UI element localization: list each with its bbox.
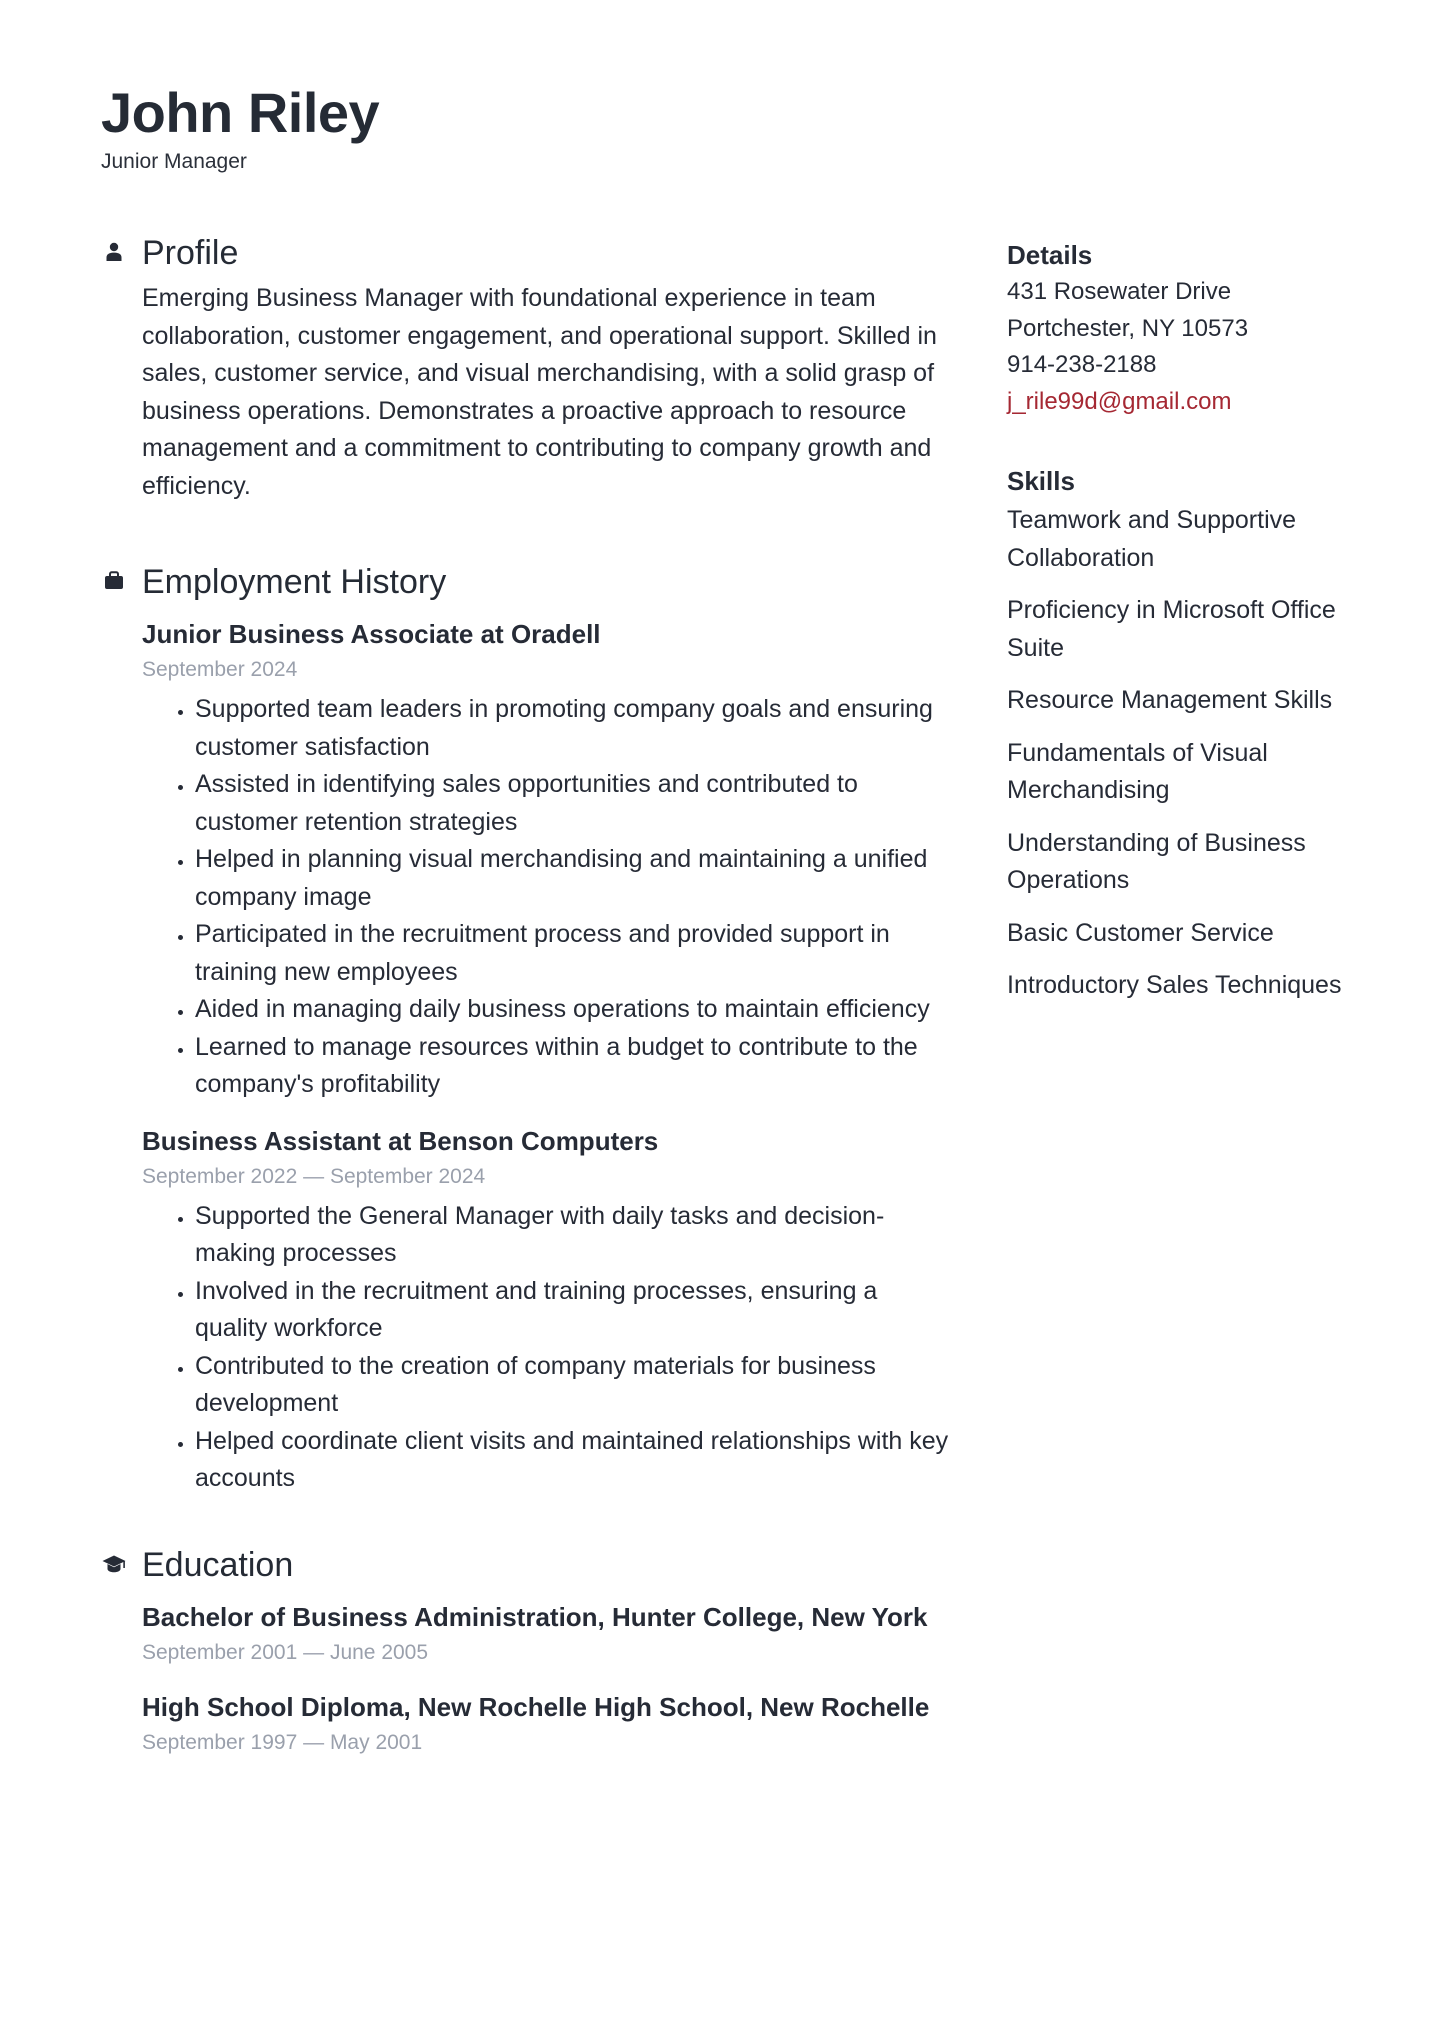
sidebar bbox=[1007, 236, 1387, 1020]
address-line-2: Portchester, NY 10573 bbox=[1007, 314, 1249, 342]
skill-item: Introductory Sales Techniques bbox=[1007, 971, 1342, 999]
job-bullet: • Assisted in identifying sales opportunities and contributed to customer retention strategies bbox=[195, 766, 956, 841]
profile-summary: Emerging Business Manager with foundational experience in team collaboration, customer engagement, and operational support. Skilled in sales, customer service, and visual merchandising, with a solid grasp of business operations. Demonstrates a proactive approach to resource management and a commitment to contributing to company growth and efficiency. bbox=[142, 284, 937, 500]
job-title: Junior Business Associate at Oradell bbox=[142, 619, 601, 649]
education-section bbox=[101, 1542, 956, 1758]
job-bullet: • Supported the General Manager with daily tasks and decision-making processes bbox=[195, 1198, 956, 1273]
graduation-cap-icon bbox=[101, 1551, 127, 1577]
job-dates: September 2022 — September 2024 bbox=[142, 1164, 486, 1188]
email-link[interactable]: j_rile99d@gmail.com bbox=[1007, 387, 1232, 415]
skill-item: Teamwork and Supportive Collaboration bbox=[1007, 506, 1297, 572]
profile-heading: Profile bbox=[142, 234, 239, 272]
job-entry bbox=[142, 615, 956, 1104]
job-bullet: • Learned to manage resources within a budget to contribute to the company's profitability bbox=[195, 1029, 956, 1104]
skill-item: Basic Customer Service bbox=[1007, 918, 1274, 947]
job-entry bbox=[142, 1122, 956, 1498]
job-bullet: • Helped coordinate client visits and maintained relationships with key accounts bbox=[195, 1423, 956, 1498]
education-dates: September 1997 — May 2001 bbox=[142, 1730, 423, 1754]
job-bullets bbox=[142, 691, 956, 1104]
job-bullet: • Involved in the recruitment and training processes, ensuring a quality workforce bbox=[195, 1273, 956, 1348]
education-entry bbox=[142, 1688, 956, 1758]
main-column bbox=[101, 230, 956, 1758]
education-title: Bachelor of Business Administration, Hunter College, New York bbox=[142, 1601, 928, 1632]
job-bullets bbox=[142, 1198, 956, 1498]
employment-heading: Employment History bbox=[142, 563, 447, 601]
skill-item: Resource Management Skills bbox=[1007, 686, 1333, 714]
candidate-name: John Riley bbox=[101, 81, 380, 144]
skills-section bbox=[1007, 462, 1387, 1005]
resume-header bbox=[101, 78, 379, 174]
job-dates: September 2024 bbox=[142, 658, 298, 681]
phone-number: 914-238-2188 bbox=[1007, 351, 1157, 378]
details-heading: Details bbox=[1007, 240, 1093, 270]
details-section bbox=[1007, 236, 1387, 420]
education-dates: September 2001 — June 2005 bbox=[142, 1640, 429, 1664]
briefcase-icon bbox=[101, 568, 127, 594]
job-bullet: • Supported team leaders in promoting company goals and ensuring customer satisfaction bbox=[195, 691, 956, 766]
skill-item: Fundamentals of Visual Merchandising bbox=[1007, 738, 1268, 804]
address-line-1: 431 Rosewater Drive bbox=[1007, 278, 1232, 305]
job-title: Business Assistant at Benson Computers bbox=[142, 1125, 659, 1156]
skill-item: Proficiency in Microsoft Office Suite bbox=[1007, 596, 1336, 662]
job-bullet: • Participated in the recruitment process and provided support in training new employees bbox=[195, 916, 956, 991]
profile-section bbox=[101, 230, 956, 505]
job-bullet: • Contributed to the creation of company materials for business development bbox=[195, 1348, 956, 1423]
skill-item: Understanding of Business Operations bbox=[1007, 828, 1306, 894]
employment-section bbox=[101, 559, 956, 1498]
education-heading: Education bbox=[142, 1545, 294, 1584]
person-icon bbox=[101, 239, 127, 265]
job-bullet: • Helped in planning visual merchandising and maintaining a unified company image bbox=[195, 841, 956, 916]
skills-heading: Skills bbox=[1007, 466, 1075, 496]
job-bullet: • Aided in managing daily business operations to maintain efficiency bbox=[195, 991, 956, 1029]
candidate-title: Junior Manager bbox=[101, 150, 247, 173]
education-title: High School Diploma, New Rochelle High School, New Rochelle bbox=[142, 1691, 930, 1722]
education-entry bbox=[142, 1598, 956, 1668]
